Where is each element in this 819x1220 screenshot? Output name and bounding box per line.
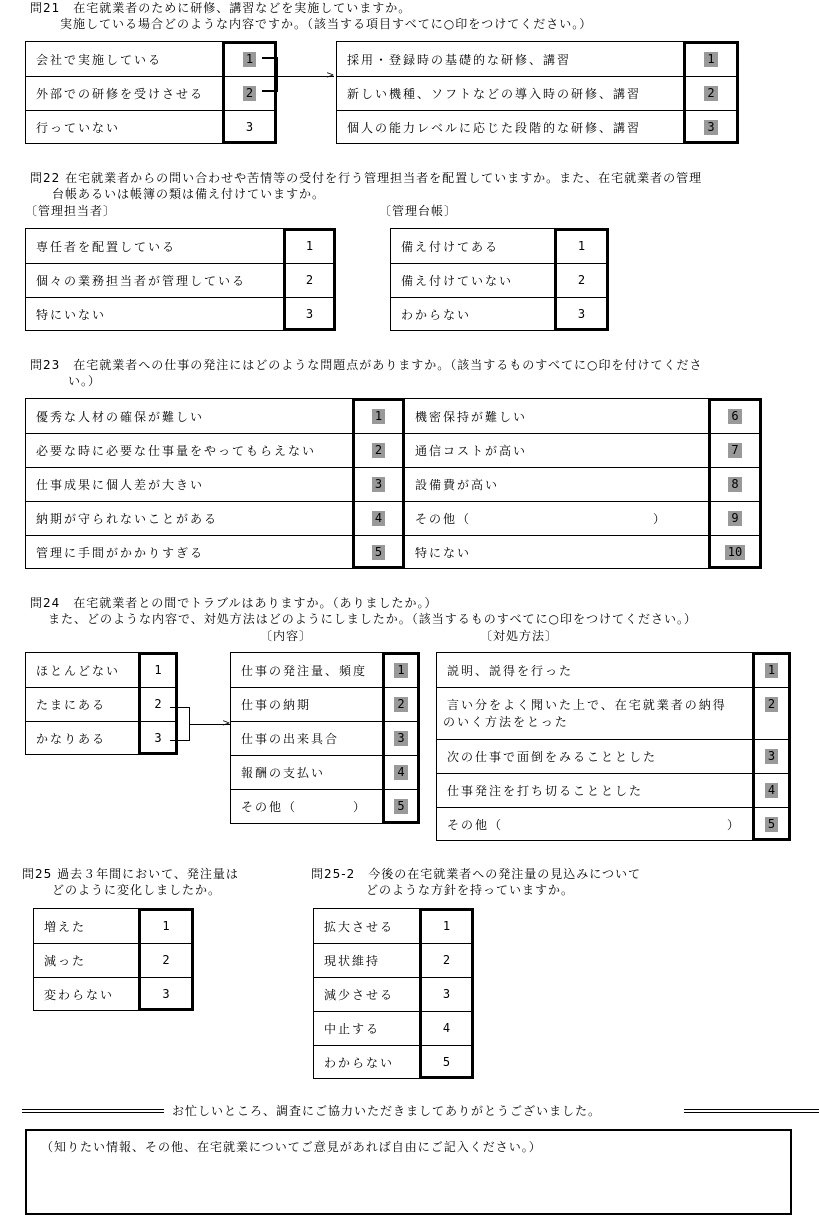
q24-arrow-icon: > — [222, 718, 231, 729]
answer-number-cell[interactable] — [755, 739, 788, 773]
answer-number: 1 — [704, 52, 717, 67]
option-label: 外部での研修を受けさせる — [36, 87, 205, 101]
q25-title-line1: 問25 過去３年間において、発注量は — [22, 867, 239, 881]
option-label-line2: のいく方法をとった — [443, 714, 569, 729]
q24-title-line2: また、どのような内容で、対処方法はどのようにしましたか。（該当するものすべてに○印をつけてください。） — [48, 612, 697, 626]
option-label: 個々の業務担当者が管理している — [36, 274, 247, 288]
footer-double-line-right — [684, 1109, 819, 1113]
answer-number-cell[interactable] — [422, 1045, 471, 1079]
answer-number-cell[interactable] — [755, 653, 788, 687]
option-label: たまにある — [36, 698, 107, 712]
option-label: 拡大させる — [324, 919, 395, 934]
answer-number: 3 — [577, 306, 586, 321]
answer-number: 9 — [728, 511, 741, 526]
option-label: 採用・登録時の基礎的な研修、講習 — [347, 52, 572, 67]
q24-title-line1: 問24 在宅就業者との間でトラブルはありますか。（ありましたか。） — [30, 596, 438, 610]
answer-number: 5 — [765, 817, 778, 832]
option-label: 変わらない — [44, 988, 115, 1002]
option-label: その他（ ） — [415, 512, 668, 526]
answer-number: 1 — [162, 918, 170, 933]
option-row[interactable] — [437, 653, 790, 687]
q23-title-line2: い。） — [68, 374, 102, 388]
option-label: 仕事成果に個人差が大きい — [36, 478, 205, 492]
q21-connector-bracket — [262, 57, 278, 92]
answer-number: 1 — [305, 238, 314, 253]
answer-number: 1 — [243, 52, 256, 67]
option-label: 優秀な人材の確保が難しい — [36, 409, 205, 424]
answer-number: 2 — [577, 272, 586, 287]
answer-number-cell[interactable] — [686, 42, 736, 76]
answer-number: 3 — [442, 986, 451, 1001]
option-label — [443, 688, 727, 739]
answer-number: 3 — [305, 306, 314, 321]
answer-number-cell[interactable] — [711, 433, 759, 467]
answer-number-cell[interactable] — [385, 721, 417, 755]
option-label: 現状維持 — [324, 954, 381, 968]
answer-number-cell[interactable] — [385, 653, 417, 687]
answer-number: 7 — [728, 443, 741, 458]
answer-number: 5 — [394, 799, 407, 814]
q25-title-line2: どのように変化しましたか。 — [52, 883, 222, 897]
answer-number-column — [554, 228, 609, 331]
option-label: 増えた — [44, 919, 87, 934]
answer-number: 3 — [154, 730, 162, 745]
answer-number-cell[interactable] — [286, 297, 333, 331]
answer-number: 1 — [394, 663, 407, 678]
q23-title-line1: 問23 在宅就業者への仕事の発注にはどのような問題点がありますか。（該当するものすべてに○印を付けてくださ — [30, 358, 703, 372]
option-label: 次の仕事で面倒をみることとした — [447, 750, 658, 764]
option-row[interactable] — [437, 687, 790, 739]
answer-number: 8 — [728, 477, 741, 492]
option-label: 新しい機種、ソフトなどの導入時の研修、講習 — [347, 87, 642, 101]
option-label: わからない — [324, 1056, 395, 1070]
option-label: 報酬の支払い — [241, 766, 326, 780]
option-label: 備え付けてある — [401, 239, 500, 254]
answer-number: 10 — [725, 545, 745, 560]
answer-number: 1 — [765, 663, 778, 678]
answer-number: 1 — [372, 409, 385, 424]
q24-method-table — [436, 652, 791, 841]
answer-number-cell[interactable] — [755, 773, 788, 807]
q25-2-table — [313, 908, 474, 1079]
option-label: 特にいない — [36, 308, 107, 322]
q22-title-line1: 問22 在宅就業者からの問い合わせや苦情等の受付を行う管理担当者を配置していますか。また、在宅就業者の管理 — [30, 171, 703, 185]
answer-number: 1 — [154, 662, 162, 677]
answer-number-cell[interactable] — [711, 535, 759, 569]
q23-table — [25, 398, 762, 569]
answer-number: 2 — [704, 86, 717, 101]
free-comment-prompt: （知りたい情報、その他、在宅就業についてご意見があれば自由にご記入ください。） — [41, 1140, 542, 1154]
q24-content-heading: 〔内容〕 — [260, 629, 313, 643]
option-row[interactable] — [26, 535, 405, 569]
option-row[interactable] — [26, 399, 405, 433]
answer-number: 2 — [305, 272, 314, 287]
answer-number-cell[interactable] — [755, 807, 788, 841]
option-row[interactable] — [437, 807, 790, 841]
option-label: 設備費が高い — [415, 478, 500, 492]
answer-number: 2 — [442, 952, 451, 967]
answer-number: 2 — [372, 443, 385, 458]
answer-number: 3 — [372, 477, 385, 492]
answer-number: 3 — [765, 749, 778, 764]
answer-number: 6 — [728, 409, 741, 424]
option-label: 仕事の発注量、頻度 — [241, 663, 368, 678]
answer-number: 4 — [442, 1020, 451, 1035]
q21-arrow-icon: > — [326, 70, 335, 81]
answer-number-cell[interactable] — [385, 755, 417, 789]
q24-frequency-table — [25, 652, 178, 755]
answer-number-cell[interactable] — [141, 909, 191, 943]
option-label: 会社で実施している — [36, 52, 163, 67]
answer-number: 2 — [765, 697, 778, 712]
free-comment-box[interactable] — [25, 1129, 792, 1215]
q22-left-heading: 〔管理担当者〕 — [25, 204, 117, 218]
answer-number-cell[interactable] — [141, 977, 191, 1011]
answer-number: 1 — [442, 918, 451, 933]
option-row[interactable] — [26, 467, 405, 501]
q24-content-table — [230, 652, 420, 824]
option-label: 説明、説得を行った — [447, 663, 574, 678]
option-label: 備え付けていない — [401, 274, 514, 288]
option-label: その他（ ） — [241, 800, 368, 814]
answer-number: 4 — [394, 765, 407, 780]
footer-double-line-left — [22, 1109, 164, 1113]
option-label: 行っていない — [36, 121, 121, 135]
q22-left-table — [25, 228, 336, 331]
option-label: 専任者を配置している — [36, 239, 177, 254]
q21-title-line2: 実施している場合どのような内容ですか。（該当する項目すべてに○印をつけてください。） — [60, 17, 593, 31]
answer-number-cell[interactable] — [711, 467, 759, 501]
answer-number-cell[interactable] — [422, 943, 471, 977]
answer-number: 2 — [162, 952, 170, 967]
q25-2-title-line2: どのような方針を持っていますか。 — [366, 883, 575, 897]
option-label: 中止する — [324, 1022, 381, 1036]
option-row[interactable] — [26, 433, 405, 467]
answer-number-column — [283, 228, 336, 331]
option-label-line1: 言い分をよく聞いた上で、在宅就業者の納得 — [447, 697, 727, 712]
answer-number: 3 — [394, 731, 407, 746]
answer-number-cell[interactable] — [385, 789, 417, 823]
q21-right-table — [336, 41, 739, 144]
option-label: ほとんどない — [36, 663, 121, 678]
answer-number-cell[interactable] — [686, 110, 736, 144]
answer-number-cell[interactable] — [286, 263, 333, 297]
option-label: 機密保持が難しい — [415, 409, 528, 424]
answer-number: 5 — [372, 545, 385, 560]
option-label: その他（ ） — [447, 818, 742, 832]
answer-number-cell[interactable] — [286, 229, 333, 263]
q22-right-heading: 〔管理台帳〕 — [379, 204, 458, 218]
answer-number: 5 — [442, 1054, 451, 1069]
answer-number-column — [419, 908, 474, 1079]
answer-number-cell[interactable] — [355, 501, 402, 535]
answer-number-cell[interactable] — [557, 263, 606, 297]
answer-number-column — [352, 398, 405, 569]
q22-title-line2: 台帳あるいは帳簿の類は備え付けていますか。 — [52, 187, 326, 201]
answer-number-cell[interactable] — [711, 501, 759, 535]
answer-number: 3 — [162, 986, 170, 1001]
answer-number-column — [382, 652, 420, 824]
q24-connector-bracket — [170, 707, 190, 741]
option-label: 特にない — [415, 546, 472, 560]
answer-number-cell[interactable] — [686, 76, 736, 110]
answer-number-cell[interactable] — [141, 653, 175, 687]
answer-number-column — [138, 908, 194, 1011]
option-row[interactable] — [26, 501, 405, 535]
answer-number: 2 — [243, 86, 256, 101]
option-label: かなりある — [36, 732, 107, 746]
answer-number-cell[interactable] — [355, 433, 402, 467]
option-label: 仕事の納期 — [241, 698, 312, 712]
q21-title-line1: 問21 在宅就業者のために研修、講習などを実施していますか。 — [30, 1, 412, 15]
answer-number-column — [708, 398, 762, 569]
answer-number-column — [683, 41, 739, 144]
answer-number-cell[interactable] — [557, 229, 606, 263]
answer-number-cell[interactable] — [141, 943, 191, 977]
answer-number-cell[interactable] — [355, 399, 402, 433]
answer-number-cell[interactable] — [755, 687, 788, 721]
answer-number-cell[interactable] — [385, 687, 417, 721]
answer-number-cell[interactable] — [422, 977, 471, 1011]
option-label: 個人の能力レベルに応じた段階的な研修、講習 — [347, 121, 642, 135]
answer-number-cell[interactable] — [225, 110, 274, 144]
footer-thanks: お忙しいところ、調査にご協力いただきましてありがとうございました。 — [172, 1104, 602, 1118]
answer-number: 2 — [394, 697, 407, 712]
answer-number: 2 — [154, 696, 162, 711]
option-label: 通信コストが高い — [415, 444, 528, 458]
answer-number-cell[interactable] — [355, 535, 402, 569]
answer-number-column — [752, 652, 791, 841]
answer-number: 1 — [577, 238, 586, 253]
answer-number-cell[interactable] — [711, 399, 759, 433]
q22-right-table — [390, 228, 609, 331]
option-row[interactable] — [337, 110, 738, 144]
option-label: 必要な時に必要な仕事量をやってもらえない — [36, 444, 317, 458]
q25-2-title-line1: 問25-2 今後の在宅就業者への発注量の見込みについて — [311, 867, 641, 881]
answer-number-cell[interactable] — [422, 1011, 471, 1045]
answer-number: 3 — [245, 119, 254, 134]
option-row[interactable] — [437, 773, 790, 807]
option-label: わからない — [401, 308, 472, 322]
option-row[interactable] — [337, 42, 738, 76]
option-row[interactable] — [337, 76, 738, 110]
option-label: 仕事発注を打ち切ることとした — [447, 784, 644, 798]
answer-number-cell[interactable] — [422, 909, 471, 943]
answer-number: 4 — [765, 783, 778, 798]
answer-number-cell[interactable] — [355, 467, 402, 501]
q24-method-heading: 〔対処方法〕 — [480, 629, 559, 643]
option-label: 減った — [44, 954, 87, 968]
option-label: 仕事の出来具合 — [241, 732, 340, 746]
answer-number: 4 — [372, 511, 385, 526]
option-row[interactable] — [437, 739, 790, 773]
answer-number: 3 — [704, 120, 717, 135]
option-label: 管理に手間がかかりすぎる — [36, 546, 205, 560]
option-label: 減少させる — [324, 988, 395, 1002]
q21-left-table — [25, 41, 276, 144]
q25-table — [33, 908, 194, 1011]
option-label: 納期が守られないことがある — [36, 512, 219, 526]
answer-number-cell[interactable] — [557, 297, 606, 331]
